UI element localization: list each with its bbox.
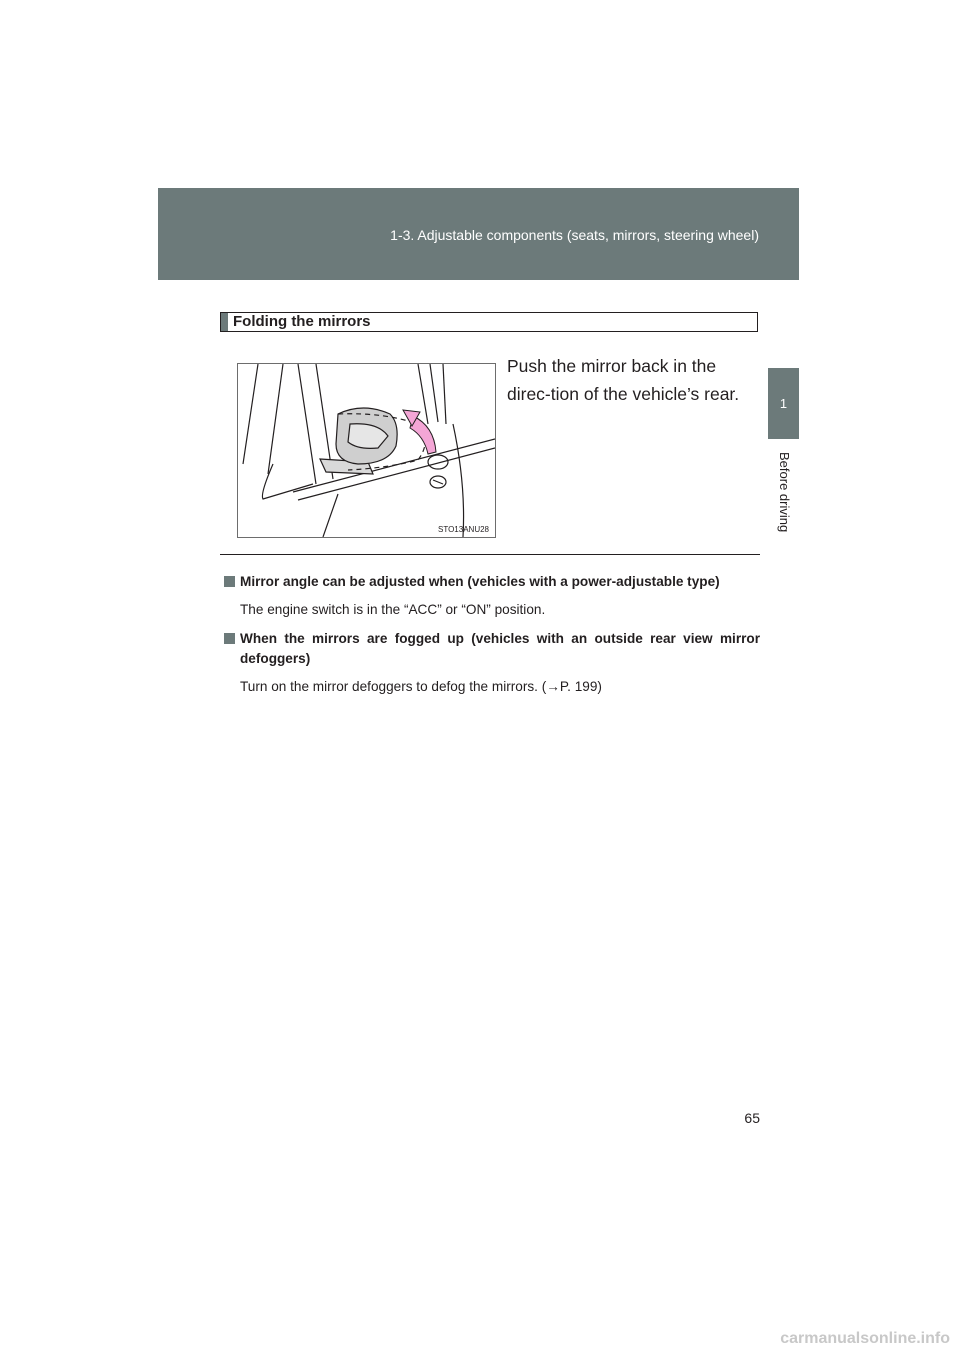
chapter-tab <box>768 368 799 439</box>
instruction-text: Push the mirror back in the direc-tion of the vehicle’s rear. <box>507 356 740 404</box>
watermark: carmanualsonline.info <box>780 1330 950 1347</box>
mirror-illustration <box>237 363 496 538</box>
breadcrumb: 1-3. Adjustable components (seats, mirrors, steering wheel) <box>390 227 759 243</box>
note-heading-text: When the mirrors are fogged up (vehicles with an outside rear view mirror defoggers) <box>240 631 760 666</box>
header-band <box>158 188 799 280</box>
bullet-square-icon <box>224 633 235 644</box>
note-heading <box>222 572 760 592</box>
chapter-number: 1 <box>779 396 788 411</box>
heading-accent-bar <box>221 313 228 331</box>
note-item <box>222 572 760 620</box>
note-heading-text: Mirror angle can be adjusted when (vehicles with a power-adjustable type) <box>240 574 720 589</box>
section-heading <box>220 312 758 332</box>
note-heading <box>222 629 760 669</box>
figure-code: STO13ANU28 <box>438 525 489 534</box>
notes-list <box>222 572 760 706</box>
section-title: Folding the mirrors <box>233 313 371 330</box>
divider <box>220 554 760 555</box>
note-item <box>222 629 760 697</box>
bullet-square-icon <box>224 576 235 587</box>
folding-mirror-drawing <box>238 364 495 537</box>
note-body: The engine switch is in the “ACC” or “ON” position. <box>240 602 546 617</box>
chapter-label: Before driving <box>777 452 792 533</box>
note-body: Turn on the mirror defoggers to defog the mirrors. (→P. 199) <box>240 679 602 694</box>
page-number: 65 <box>744 1110 760 1126</box>
